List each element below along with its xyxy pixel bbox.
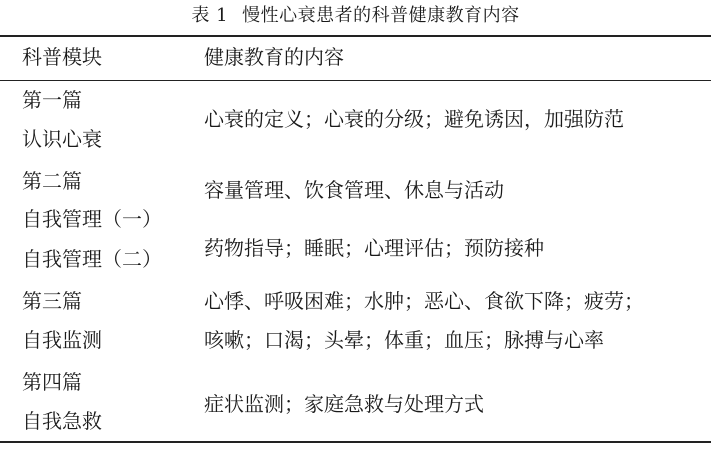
content-text: 症状监测；家庭急救与处理方式: [204, 392, 484, 416]
bottom-rule: [0, 441, 711, 443]
module-part: 第三篇: [22, 289, 82, 313]
table-number: 表 1: [191, 5, 229, 26]
module-name: 自我急救: [22, 409, 102, 433]
module-part: 第二篇: [22, 169, 82, 193]
module-part: 第一篇: [22, 88, 82, 112]
content-text: 咳嗽；口渴；头晕；体重；血压；脉搏与心率: [204, 328, 604, 352]
table-caption: [0, 4, 711, 28]
header-module: 科普模块: [22, 45, 102, 69]
content-text: 心衰的定义；心衰的分级；避免诱因，加强防范: [204, 107, 624, 131]
module-name: 自我管理（二）: [22, 247, 162, 271]
top-rule: [0, 35, 711, 37]
content-text: 药物指导；睡眠；心理评估；预防接种: [204, 236, 544, 260]
table-title: 慢性心衰患者的科普健康教育内容: [242, 5, 520, 26]
header-rule: [0, 80, 711, 81]
content-text: 容量管理、饮食管理、休息与活动: [204, 178, 504, 202]
module-part: 第四篇: [22, 370, 82, 394]
content-text: 心悸、呼吸困难；水肿；恶心、食欲下降；疲劳；: [204, 289, 644, 313]
module-name: 自我管理（一）: [22, 207, 162, 231]
header-content: 健康教育的内容: [204, 45, 344, 69]
module-name: 自我监测: [22, 328, 102, 352]
module-name: 认识心衰: [22, 127, 102, 151]
